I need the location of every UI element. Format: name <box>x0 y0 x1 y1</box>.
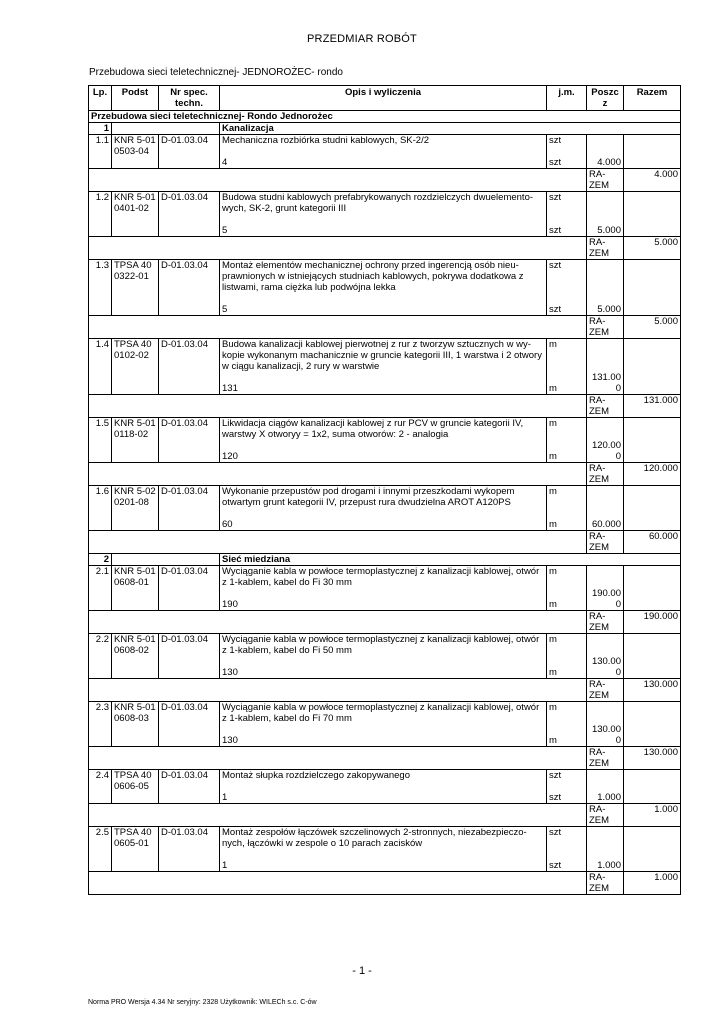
item-lp: 1.4 <box>89 339 112 395</box>
item-description-cell <box>220 260 547 316</box>
item-calc-unit: m <box>549 667 557 678</box>
item-spec: D-01.03.04 <box>159 827 220 872</box>
item-subtotal: 5.000 <box>587 260 624 316</box>
total-empty-cell <box>89 747 587 770</box>
item-unit-cell <box>547 339 587 395</box>
project-row <box>89 111 681 123</box>
item-podst: KNR 5-01 0608-01 <box>112 566 159 611</box>
total-label: RA- ZEM <box>587 611 624 634</box>
section-row <box>89 123 681 135</box>
item-total-empty <box>624 827 681 872</box>
item-spec: D-01.03.04 <box>159 418 220 463</box>
item-calculation: 130 <box>222 735 238 746</box>
section-number: 1 <box>89 123 112 135</box>
item-description: Likwidacja ciągów kanalizacji kablowej z rur PCV w gruncie kategorii IV, warstwy X otworyy = 1x2, suma otworów: 2 - analogia <box>222 418 524 440</box>
item-podst: TPSA 40 0605-01 <box>112 827 159 872</box>
item-subtotal: 1.000 <box>587 827 624 872</box>
item-podst: KNR 5-01 0503-04 <box>112 135 159 169</box>
item-calculation: 60 <box>222 519 233 530</box>
item-subtotal: 60.000 <box>587 486 624 531</box>
item-podst: TPSA 40 0322-01 <box>112 260 159 316</box>
header-podst: Podst <box>112 86 159 111</box>
item-description: Budowa kanalizacji kablowej pierwotnej z rur z tworzyw sztucznych w wy-kopie wykonanym machanicznie w gruncie kategorii III, 1 warstwa i 2 otwory w ciągu kanalizacji, 2 rury w warstwie <box>222 339 542 372</box>
item-description: Wykonanie przepustów pod drogami i innymi przeszkodami wykopem otwartym grunt kategorii IV, przepust rura dwudzielna AROT A120PS <box>222 486 515 508</box>
item-subtotal: 131.00 0 <box>587 339 624 395</box>
header-jm: j.m. <box>547 86 587 111</box>
header-razem: Razem <box>624 86 681 111</box>
item-subtotal: 5.000 <box>587 192 624 237</box>
item-unit: m <box>549 418 557 429</box>
section-name: Kanalizacja <box>220 123 681 135</box>
item-total: 131.000 <box>624 395 681 418</box>
item-spec: D-01.03.04 <box>159 566 220 611</box>
total-label: RA- ZEM <box>587 872 624 895</box>
item-total: 4.000 <box>624 169 681 192</box>
item-calculation: 190 <box>222 599 238 610</box>
item-lp: 1.3 <box>89 260 112 316</box>
header-opis: Opis i wyliczenia <box>220 86 547 111</box>
item-calculation: 1 <box>222 860 228 871</box>
item-description-cell <box>220 702 547 747</box>
total-row <box>89 395 681 418</box>
total-row <box>89 463 681 486</box>
item-description: Wyciąganie kabla w powłoce termoplastycznej z kanalizacji kablowej, otwór z 1-kablem, kabel do Fi 30 mm <box>222 566 540 588</box>
total-empty-cell <box>89 237 587 260</box>
item-total: 5.000 <box>624 237 681 260</box>
section-name: Sieć miedziana <box>220 554 681 566</box>
item-unit: m <box>549 566 557 577</box>
item-subtotal: 120.00 0 <box>587 418 624 463</box>
total-empty-cell <box>89 395 587 418</box>
item-calc-unit: m <box>549 599 557 610</box>
table-row <box>89 702 681 747</box>
item-description-cell <box>220 634 547 679</box>
item-calculation: 131 <box>222 383 238 394</box>
item-unit-cell <box>547 135 587 169</box>
item-unit-cell <box>547 827 587 872</box>
item-podst: TPSA 40 0606-05 <box>112 770 159 804</box>
item-unit-cell <box>547 634 587 679</box>
total-empty-cell <box>89 531 587 554</box>
item-subtotal: 1.000 <box>587 770 624 804</box>
total-label: RA- ZEM <box>587 169 624 192</box>
item-total-empty <box>624 339 681 395</box>
table-row <box>89 634 681 679</box>
total-row <box>89 611 681 634</box>
section-row <box>89 554 681 566</box>
item-description: Wyciąganie kabla w powłoce termoplastycznej z kanalizacji kablowej, otwór z 1-kablem, kabel do Fi 50 mm <box>222 634 540 656</box>
table-row <box>89 192 681 237</box>
item-spec: D-01.03.04 <box>159 634 220 679</box>
item-total: 1.000 <box>624 804 681 827</box>
total-label: RA- ZEM <box>587 316 624 339</box>
item-calc-unit: m <box>549 519 557 530</box>
item-total-empty <box>624 486 681 531</box>
total-label: RA- ZEM <box>587 395 624 418</box>
item-description-cell <box>220 339 547 395</box>
item-lp: 1.2 <box>89 192 112 237</box>
item-calc-unit: m <box>549 451 557 462</box>
item-description-cell <box>220 566 547 611</box>
item-calc-unit: m <box>549 383 557 394</box>
item-total-empty <box>624 634 681 679</box>
total-row <box>89 169 681 192</box>
item-calc-unit: szt <box>549 304 562 315</box>
item-podst: KNR 5-01 0118-02 <box>112 418 159 463</box>
item-unit-cell <box>547 486 587 531</box>
item-total: 130.000 <box>624 679 681 702</box>
item-calculation: 5 <box>222 304 228 315</box>
total-label: RA- ZEM <box>587 804 624 827</box>
item-unit: m <box>549 339 557 350</box>
item-description: Wyciąganie kabla w powłoce termoplastycznej z kanalizacji kablowej, otwór z 1-kablem, kabel do Fi 70 mm <box>222 702 540 724</box>
project-name: Przebudowa sieci teletechnicznej- Rondo Jednorożec <box>89 111 681 123</box>
item-podst: KNR 5-01 0608-03 <box>112 702 159 747</box>
total-label: RA- ZEM <box>587 679 624 702</box>
item-total-empty <box>624 702 681 747</box>
document-subtitle: Przebudowa sieci teletechnicznej- JEDNOROŻEC- rondo <box>89 67 343 78</box>
total-empty-cell <box>89 872 587 895</box>
item-unit: szt <box>549 260 562 271</box>
item-lp: 1.5 <box>89 418 112 463</box>
total-row <box>89 531 681 554</box>
total-label: RA- ZEM <box>587 463 624 486</box>
page-number: - 1 - <box>352 965 372 977</box>
table-row <box>89 770 681 804</box>
item-calculation: 5 <box>222 225 228 236</box>
section-empty-cell <box>112 123 220 135</box>
total-row <box>89 747 681 770</box>
item-calculation: 130 <box>222 667 238 678</box>
item-total-empty <box>624 566 681 611</box>
header-lp: Lp. <box>89 86 112 111</box>
item-description: Budowa studni kablowych prefabrykowanych rozdzielczych dwuelemento-wych, SK-2, grunt kategorii III <box>222 192 534 214</box>
item-podst: KNR 5-01 0608-02 <box>112 634 159 679</box>
table-row <box>89 260 681 316</box>
item-unit-cell <box>547 770 587 804</box>
item-calculation: 1 <box>222 792 228 803</box>
item-lp: 2.2 <box>89 634 112 679</box>
item-spec: D-01.03.04 <box>159 770 220 804</box>
total-row <box>89 316 681 339</box>
item-spec: D-01.03.04 <box>159 260 220 316</box>
item-spec: D-01.03.04 <box>159 339 220 395</box>
item-calc-unit: m <box>549 735 557 746</box>
table-row <box>89 418 681 463</box>
item-description: Montaż zespołów łączówek szczelinowych 2-stronnych, niezabezpieczo-nych, łączówki w zespole o 10 parach zacisków <box>222 827 527 849</box>
item-subtotal: 190.00 0 <box>587 566 624 611</box>
total-row <box>89 872 681 895</box>
total-label: RA- ZEM <box>587 237 624 260</box>
total-label: RA- ZEM <box>587 747 624 770</box>
total-empty-cell <box>89 463 587 486</box>
item-spec: D-01.03.04 <box>159 486 220 531</box>
item-spec: D-01.03.04 <box>159 135 220 169</box>
item-total: 130.000 <box>624 747 681 770</box>
table-header-row <box>89 86 681 111</box>
estimate-table <box>88 85 681 895</box>
item-unit-cell <box>547 418 587 463</box>
table-row <box>89 566 681 611</box>
item-lp: 1.1 <box>89 135 112 169</box>
total-empty-cell <box>89 316 587 339</box>
item-total-empty <box>624 770 681 804</box>
item-total-empty <box>624 418 681 463</box>
item-description-cell <box>220 770 547 804</box>
item-description-cell <box>220 486 547 531</box>
item-unit-cell <box>547 702 587 747</box>
section-number: 2 <box>89 554 112 566</box>
item-unit: szt <box>549 770 562 781</box>
header-nr-spec: Nr spec. techn. <box>159 86 220 111</box>
total-row <box>89 804 681 827</box>
item-description: Montaż słupka rozdzielczego zakopywanego <box>222 770 410 781</box>
item-subtotal: 130.00 0 <box>587 702 624 747</box>
item-total: 190.000 <box>624 611 681 634</box>
item-subtotal: 130.00 0 <box>587 634 624 679</box>
total-empty-cell <box>89 611 587 634</box>
item-spec: D-01.03.04 <box>159 702 220 747</box>
header-poszcz: Poszc z <box>587 86 624 111</box>
item-unit-cell <box>547 566 587 611</box>
item-description-cell <box>220 135 547 169</box>
item-calculation: 120 <box>222 451 238 462</box>
item-total: 120.000 <box>624 463 681 486</box>
table-row <box>89 486 681 531</box>
item-unit: m <box>549 486 557 497</box>
total-empty-cell <box>89 169 587 192</box>
total-empty-cell <box>89 679 587 702</box>
item-total: 1.000 <box>624 872 681 895</box>
item-total: 60.000 <box>624 531 681 554</box>
item-description-cell <box>220 418 547 463</box>
item-unit: szt <box>549 135 562 146</box>
table-row <box>89 135 681 169</box>
item-podst: TPSA 40 0102-02 <box>112 339 159 395</box>
table-row <box>89 827 681 872</box>
item-description-cell <box>220 192 547 237</box>
item-lp: 2.5 <box>89 827 112 872</box>
total-label: RA- ZEM <box>587 531 624 554</box>
item-calc-unit: szt <box>549 792 562 803</box>
item-calc-unit: szt <box>549 225 562 236</box>
item-description-cell <box>220 827 547 872</box>
item-description: Montaż elementów mechanicznej ochrony przed ingerencją osób nieu-prawnionych w istniejących studniach kablowych, pokrywa dodatkowa z listwami, rama ciężka lub podwójna lekka <box>222 260 524 293</box>
item-total-empty <box>624 260 681 316</box>
item-unit-cell <box>547 260 587 316</box>
item-subtotal: 4.000 <box>587 135 624 169</box>
item-unit: szt <box>549 827 562 838</box>
page-title: PRZEDMIAR ROBÓT <box>307 33 417 45</box>
item-unit: m <box>549 702 557 713</box>
item-lp: 2.4 <box>89 770 112 804</box>
total-row <box>89 679 681 702</box>
item-calculation: 4 <box>222 157 228 168</box>
item-unit: m <box>549 634 557 645</box>
item-podst: KNR 5-02 0201-08 <box>112 486 159 531</box>
item-spec: D-01.03.04 <box>159 192 220 237</box>
item-total: 5.000 <box>624 316 681 339</box>
item-total-empty <box>624 192 681 237</box>
item-lp: 2.3 <box>89 702 112 747</box>
item-podst: KNR 5-01 0401-02 <box>112 192 159 237</box>
item-lp: 1.6 <box>89 486 112 531</box>
item-calc-unit: szt <box>549 157 562 168</box>
item-calc-unit: szt <box>549 860 562 871</box>
item-lp: 2.1 <box>89 566 112 611</box>
item-unit-cell <box>547 192 587 237</box>
item-total-empty <box>624 135 681 169</box>
table-row <box>89 339 681 395</box>
section-empty-cell <box>112 554 220 566</box>
total-row <box>89 237 681 260</box>
item-description: Mechaniczna rozbiórka studni kablowych, SK-2/2 <box>222 135 429 146</box>
total-empty-cell <box>89 804 587 827</box>
item-unit: szt <box>549 192 562 203</box>
footer-text: Norma PRO Wersja 4.34 Nr seryjny: 2328 Użytkownik: WILECh s.c. C-ów <box>88 999 317 1006</box>
